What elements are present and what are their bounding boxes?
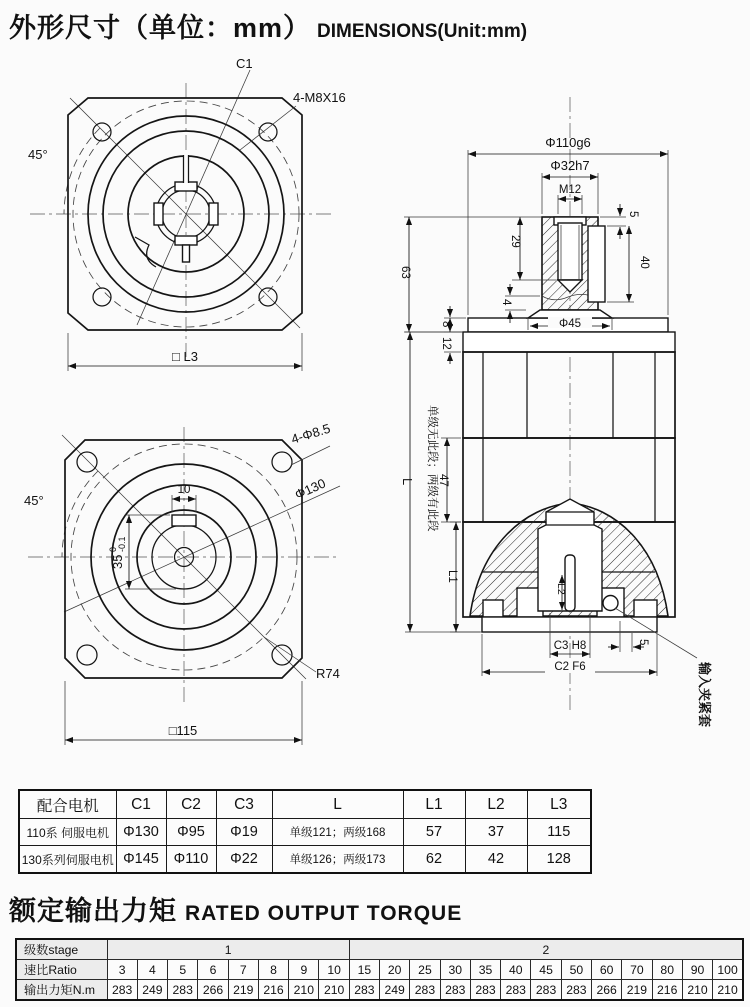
table-row-110 [19,819,591,846]
cell-l3: 115 [527,819,591,846]
svg-text:-0.1: -0.1 [117,536,127,552]
cell-c2: Φ110 [166,846,216,874]
svg-text:35: 35 [110,554,125,569]
svg-text:5: 5 [627,211,639,218]
ratio-cell: 40 [501,960,531,980]
ratio-cell: 5 [168,960,198,980]
torque-cell: 266 [198,980,228,1001]
dim-label-square-l3: □ L3 [172,349,198,364]
cell-l2: 42 [465,846,527,874]
ratio-label: 速比Ratio [16,960,107,980]
ratio-cell: 45 [531,960,561,980]
torque-cell: 283 [349,980,379,1001]
dim-label-thread-m12: M12 [558,184,582,196]
dim-label-pilot-130 [292,476,327,503]
dim-label-key-offset [627,211,639,217]
front-view-output [28,56,346,371]
dim-label-key-length [638,256,650,269]
dim-label-mid-47 [437,474,449,487]
dim-label-bolts-85 [289,421,332,447]
svg-text:输入夹紧套: 输入夹紧套 [697,662,712,728]
torque-cell: 216 [652,980,682,1001]
dim-label-collar-dia: Φ45 [559,318,581,330]
torque-title-zh: 额定输出力矩 [9,896,177,926]
torque-cell: 210 [713,980,743,1001]
cell-l1: 57 [403,819,465,846]
dim-label-pilot-c2: C2 F6 [554,661,586,673]
cell-l2: 37 [465,819,527,846]
cell-c1: Φ130 [116,819,166,846]
ratio-cell: 9 [289,960,319,980]
svg-text:单级无此段；两级有此段: 单级无此段；两级有此段 [426,405,438,532]
torque-cell: 249 [137,980,167,1001]
torque-cell: 283 [470,980,500,1001]
cell-l: 单级126；两级173 [272,846,403,874]
ratio-cell: 70 [622,960,652,980]
torque-cell: 283 [107,980,137,1001]
ratio-cell: 20 [380,960,410,980]
clamp-sleeve-label [697,661,712,727]
torque-cell: 216 [258,980,288,1001]
dim-label-shaft-dia: Φ32h7 [550,158,590,173]
header-l1: L1 [403,790,465,819]
ratio-cell: 3 [107,960,137,980]
dim-label-lower-l1 [446,570,458,583]
svg-text:8: 8 [440,321,452,328]
ratio-cell: 10 [319,960,349,980]
ratio-cell: 90 [682,960,712,980]
stage-row [16,939,743,960]
header-motor: 配合电机 [19,790,116,819]
header-l2: L2 [465,790,527,819]
header-c1: C1 [116,790,166,819]
svg-text:Φ130: Φ130 [292,475,328,503]
dim-label-bore-35 [108,536,127,569]
front-view-input [24,421,340,745]
svg-text:L1: L1 [446,570,458,583]
torque-table [15,938,744,1001]
dim-label-keyway-10: 10 [177,484,191,496]
svg-text:63: 63 [399,266,411,279]
svg-text:4: 4 [500,299,512,306]
svg-text:4-Φ8.5: 4-Φ8.5 [289,420,333,447]
svg-text:0: 0 [108,546,118,552]
svg-text:5: 5 [637,639,649,646]
ratio-cell: 80 [652,960,682,980]
ratio-cell: 7 [228,960,258,980]
cell-c2: Φ95 [166,819,216,846]
dimension-table-header [19,790,591,819]
cell-l3: 128 [527,846,591,874]
torque-row [16,980,743,1001]
dim-label-c1: C1 [236,56,253,71]
svg-text:47: 47 [437,474,449,487]
page-title-en: DIMENSIONS(Unit:mm) [317,21,528,42]
table-row-130 [19,846,591,874]
svg-text:12: 12 [440,337,452,350]
stage-1: 1 [107,939,349,960]
cell-l1: 62 [403,846,465,874]
header-l: L [272,790,403,819]
torque-title [9,889,462,928]
ratio-cell: 50 [561,960,591,980]
torque-cell: 210 [289,980,319,1001]
ratio-cell: 8 [258,960,288,980]
dim-label-hub-l2 [555,583,567,595]
ratio-cell: 100 [713,960,743,980]
torque-cell: 249 [380,980,410,1001]
header-c3: C3 [216,790,272,819]
ratio-cell: 4 [137,960,167,980]
torque-cell: 283 [410,980,440,1001]
stage-2: 2 [349,939,743,960]
dim-label-bolts-m8: 4-M8X16 [293,90,346,105]
torque-cell: 266 [592,980,622,1001]
header-l3: L3 [527,790,591,819]
header-c2: C2 [166,790,216,819]
dim-label-shaft-height [399,266,411,279]
dimension-drawing [0,55,750,780]
dim-label-plate2 [440,337,452,350]
cell-motor: 110系 伺服电机 [19,819,116,846]
dimension-table [18,789,592,874]
dim-label-flange-dia: Φ110g6 [545,135,591,150]
torque-cell: 210 [319,980,349,1001]
cell-c3: Φ19 [216,819,272,846]
dim-label-offset-5 [637,639,649,645]
svg-text:40: 40 [638,256,650,269]
torque-title-en: RATED OUTPUT TORQUE [185,902,463,925]
dim-label-plate1 [440,321,452,327]
ratio-cell: 15 [349,960,379,980]
ratio-cell: 6 [198,960,228,980]
svg-text:L2: L2 [555,583,567,595]
dim-label-radius-r74: R74 [316,666,340,681]
dim-label-step-4 [500,299,512,306]
torque-cell: 283 [440,980,470,1001]
torque-cell: 219 [622,980,652,1001]
page-title-zh: 外形尺寸（单位：mm） [9,13,312,43]
torque-cell: 210 [682,980,712,1001]
ratio-cell: 35 [470,960,500,980]
torque-cell: 283 [168,980,198,1001]
dim-label-total-l [400,478,415,485]
cell-c1: Φ145 [116,846,166,874]
cell-c3: Φ22 [216,846,272,874]
dim-label-thread-depth [509,235,521,248]
dim-label-angle-45b: 45° [24,493,44,508]
ratio-cell: 25 [410,960,440,980]
ratio-row [16,960,743,980]
torque-cell: 219 [228,980,258,1001]
ratio-cell: 30 [440,960,470,980]
torque-cell: 283 [531,980,561,1001]
svg-text:29: 29 [509,235,521,248]
torque-cell: 283 [561,980,591,1001]
svg-text:L: L [400,478,415,486]
torque-label: 输出力矩N.m [16,980,107,1001]
ratio-cell: 60 [592,960,622,980]
stage-note [426,405,440,532]
dim-label-clamp-bore: C3 H8 [553,640,587,652]
page-title [9,6,527,45]
side-section-view [399,97,712,727]
dim-label-square-115: □115 [168,723,198,738]
torque-cell: 283 [501,980,531,1001]
cell-l: 单级121；两级168 [272,819,403,846]
cell-motor: 130系列伺服电机 [19,846,116,874]
dim-label-angle-45: 45° [28,147,48,162]
stage-label: 级数stage [16,939,107,960]
